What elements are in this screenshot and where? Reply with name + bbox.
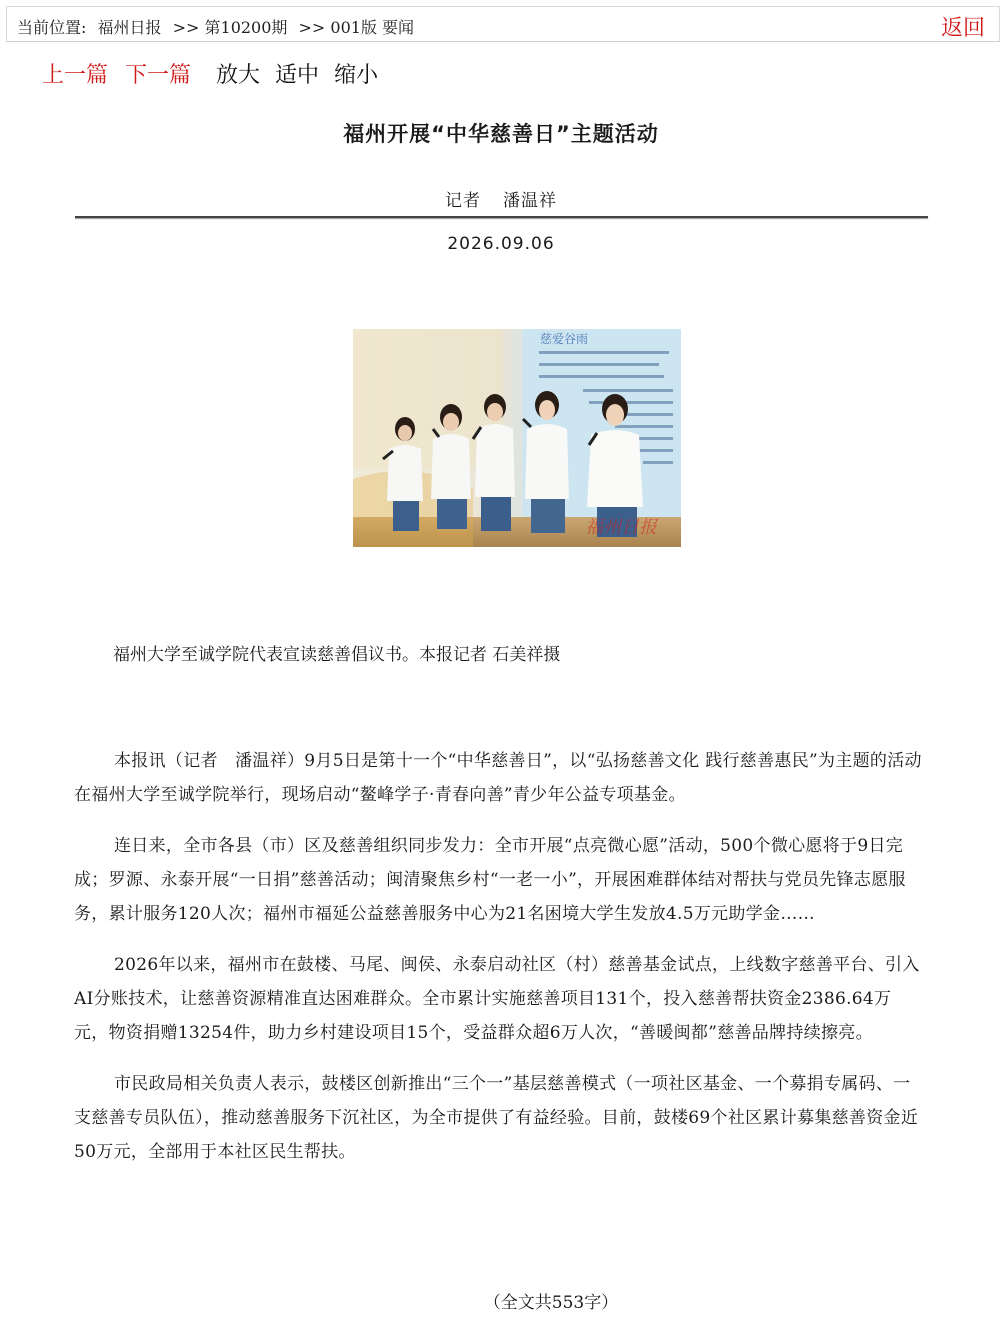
photo-caption: 福州大学至诚学院代表宣读慈善倡议书。本报记者 石美祥摄 xyxy=(113,645,561,665)
byline-name: 潘温祥 xyxy=(503,191,557,211)
breadcrumb xyxy=(17,15,420,38)
article-toolbar xyxy=(42,58,378,89)
article-body xyxy=(74,744,924,1186)
location-label: 当前位置: xyxy=(17,18,87,37)
title-divider xyxy=(75,216,928,218)
byline xyxy=(0,186,1002,211)
byline-role: 记者 xyxy=(445,191,481,211)
banner-title: 慈爱谷雨 xyxy=(540,332,589,346)
article-paragraph: 本报讯（记者 潘温祥）9月5日是第十一个“中华慈善日”，以“弘扬慈善文化 践行慈善惠民”为主题的活动在福州大学至诚学院举行，现场启动“鳌峰学子·青春向善”青少年公益专项基金。 xyxy=(74,751,922,805)
article-paragraph: 连日来，全市各县（市）区及慈善组织同步发力：全市开展“点亮微心愿”活动，500个微心愿将于9日完成；罗源、永泰开展“一日捐”慈善活动；闽清聚焦乡村“一老一小”，开展困难群体结对帮扶与党员先锋志愿服务，累计服务120人次；福州市福延公益慈善服务中心为21名困境大学生发放4.5万元助学金…… xyxy=(74,836,906,924)
article-paragraph: 2026年以来，福州市在鼓楼、马尾、闽侯、永泰启动社区（村）慈善基金试点，上线数字慈善平台、引入AI分账技术，让慈善资源精准直达困难群众。全市累计实施慈善项目131个，投入慈善帮扶资金2386.64万元，物资捐赠13254件，助力乡村建设项目15个，受益群众超6万人次，“善暖闽都”慈善品牌持续擦亮。 xyxy=(74,955,920,1043)
breadcrumb-paper-link[interactable]: 福州日报 xyxy=(97,18,162,37)
breadcrumb-page-link[interactable]: >> 001版 要闻 xyxy=(298,18,415,37)
article-paragraph: 市民政局相关负责人表示，鼓楼区创新推出“三个一”基层慈善模式（一项社区基金、一个募捐专属码、一支慈善专员队伍），推动慈善服务下沉社区，为全市提供了有益经验。目前，鼓楼69个社区累计募集慈善资金近50万元，全部用于本社区民生帮扶。 xyxy=(74,1074,919,1162)
back-link[interactable]: 返回 xyxy=(940,16,985,41)
breadcrumb-issue-link[interactable]: >> 第10200期 xyxy=(172,18,288,37)
prev-article-link[interactable]: 上一篇 xyxy=(42,63,109,88)
zoom-out-link[interactable]: 缩小 xyxy=(334,63,379,88)
next-article-link[interactable]: 下一篇 xyxy=(125,63,192,88)
zoom-in-link[interactable]: 放大 xyxy=(216,63,261,88)
location-bar xyxy=(6,6,1000,42)
publish-date: 2026.09.06 xyxy=(447,234,555,254)
photo-watermark: 福州日报 xyxy=(585,517,657,538)
zoom-fit-link[interactable]: 适中 xyxy=(275,63,320,88)
article-photo xyxy=(353,329,681,547)
photo-illustration xyxy=(353,329,681,547)
article-title: 福州开展“中华慈善日”主题活动 xyxy=(343,122,659,146)
word-count: （全文共553字） xyxy=(483,1293,619,1313)
